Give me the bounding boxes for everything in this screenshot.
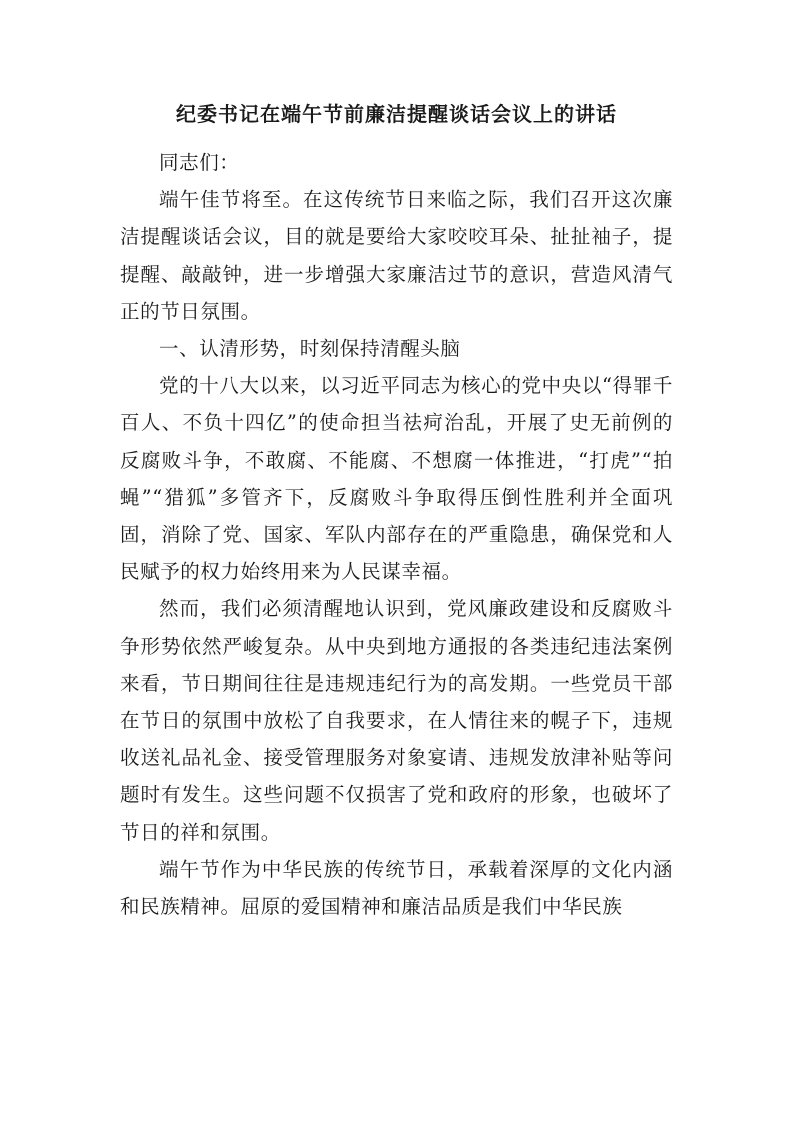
paragraph-achievements: 党的十八大以来，以习近平同志为核心的党中央以“得罪千百人、不负十四亿”的使命担当祛疴治乱，开展了史无前例的反腐败斗争，不敢腐、不能腐、不想腐一体推进，“打虎”“拍蝇”“猎狐”多管齐下，反腐败斗争取得压倒性胜利并全面巩固，消除了党、国家、军队内部存在的严重隐患，确保党和人民赋予的权力始终用来为人民谋幸福。 [120,374,673,584]
document-title: 纪委书记在端午节前廉洁提醒谈话会议上的讲话 [176,102,617,126]
paragraph-situation: 然而，我们必须清醒地认识到，党风廉政建设和反腐败斗争形势依然严峻复杂。从中央到地方通报的各类违纪违法案例来看，节日期间往往是违规违纪行为的高发期。一些党员干部在节日的氛围中放松了自我要求，在人情往来的幌子下，违规收送礼品礼金、接受管理服务对象宴请、违规发放津补贴等问题时有发生。这些问题不仅损害了党和政府的形象，也破坏了节日的祥和氛围。 [120,597,673,844]
paragraph-opening: 端午佳节将至。在这传统节日来临之际，我们召开这次廉洁提醒谈话会议，目的就是要给大家咬咬耳朵、扯扯袖子，提提醒、敲敲钟，进一步增强大家廉洁过节的意识，营造风清气正的节日氛围。 [120,188,673,323]
salutation: 同志们： [159,151,240,174]
section-heading-1: 一、认清形势，时刻保持清醒头脑 [159,337,461,361]
paragraph-dragon-boat: 端午节作为中华民族的传统节日，承载着深厚的文化内涵和民族精神。屈原的爱国精神和廉洁品质是我们中华民族 [120,857,673,919]
document-body [120,144,673,925]
